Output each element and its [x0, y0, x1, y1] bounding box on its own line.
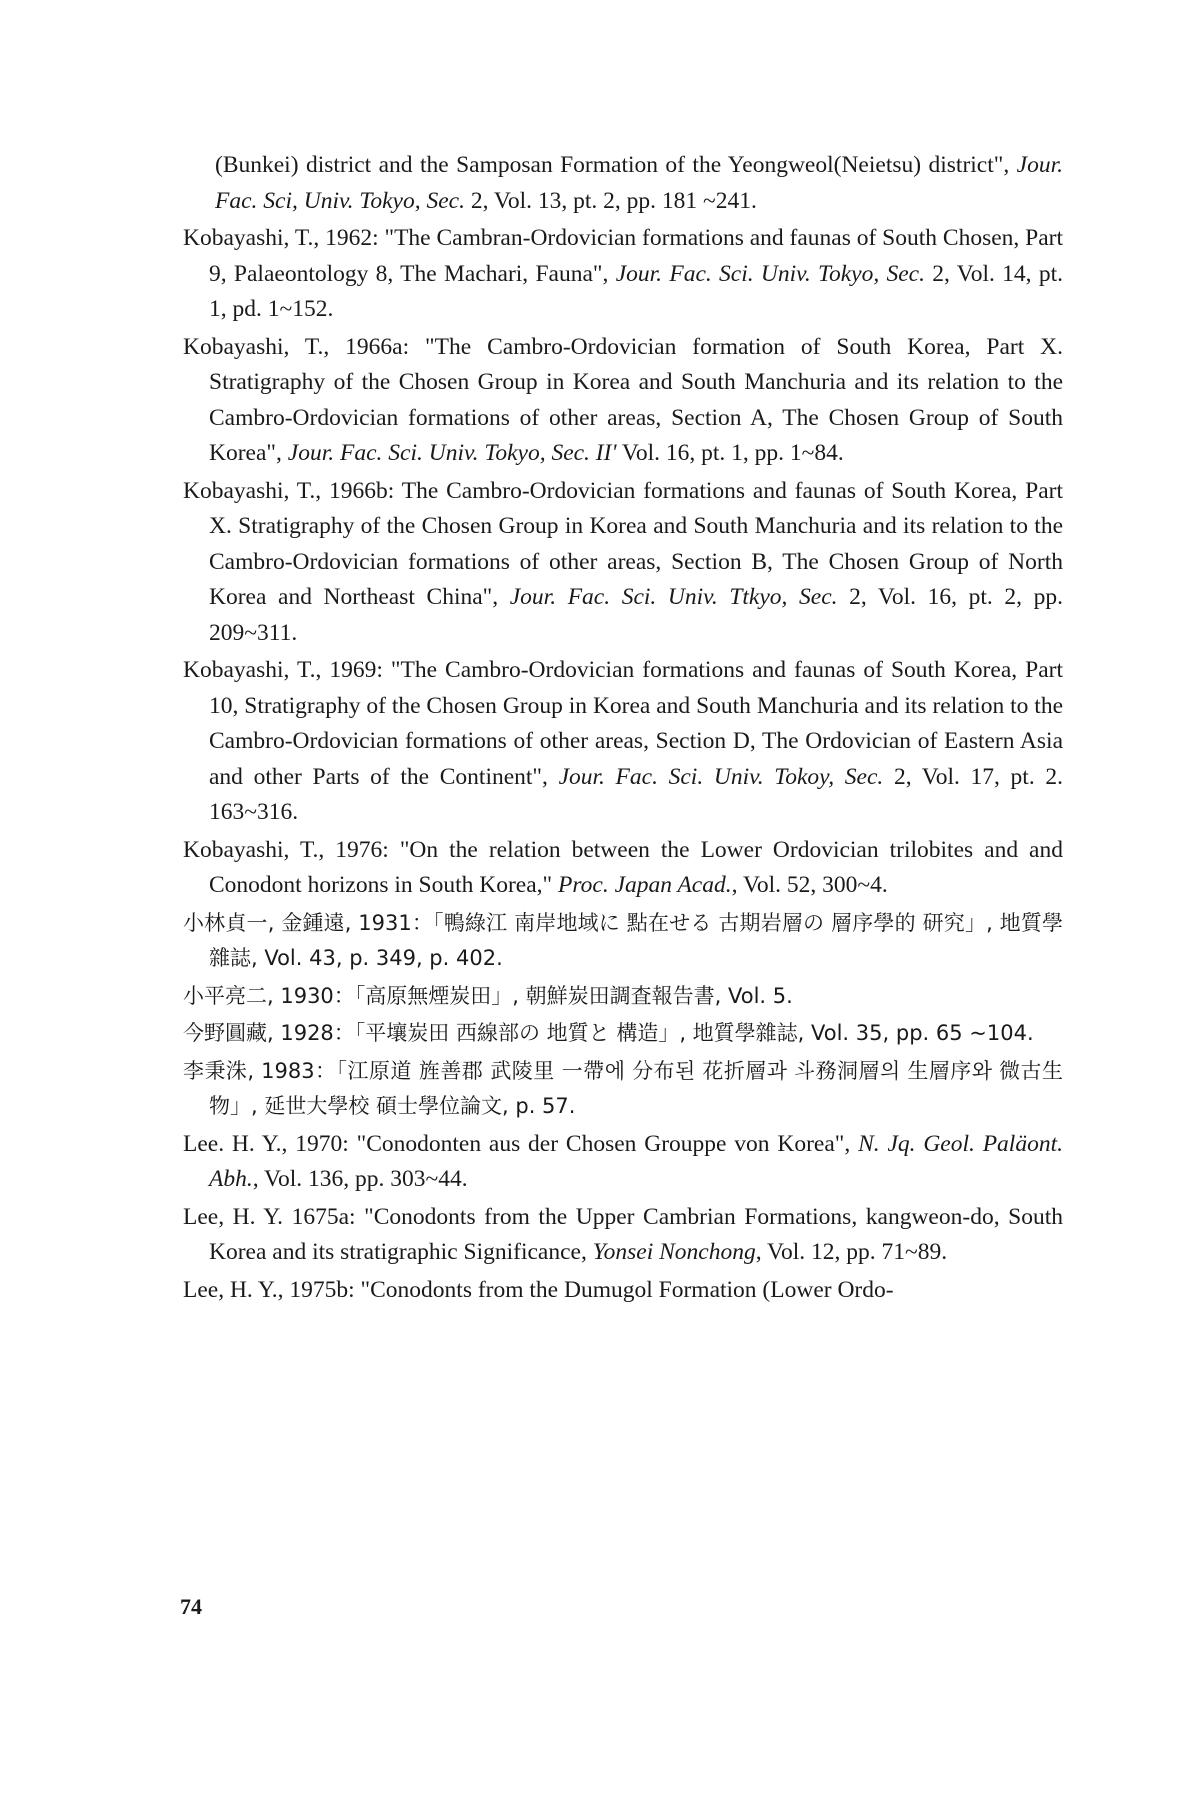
reference-text: Lee, H. Y. 1675a: "Conodonts from the Upper Cambrian Formations, kangweon-do, South Korea and its stratigraphic Significance, — [183, 1203, 1063, 1265]
reference-entry — [183, 330, 1063, 472]
reference-text: Kobayashi, T., 1966a: "The Cambro-Ordovician formation of South Korea, Part X. Stratigraphy of the Chosen Group in Korea and South Manchuria and its relation to the Cambro-Ordovician formations of other areas, Section A, The Chosen Group of South Korea", — [183, 333, 1063, 466]
reference-text: Lee, H. Y., 1975b: "Conodonts from the Dumugol Formation (Lower Ordo- — [183, 1276, 894, 1303]
reference-journal: Jour. Fac. Sci, Univ. Tokyo, Sec. — [215, 152, 1063, 214]
reference-text: (Bunkei) district and the Samposan Formation of the Yeongweol(Neietsu) district", — [215, 152, 1017, 178]
reference-text: , Vol. 52, 300~4. — [731, 872, 888, 898]
reference-text: 2, Vol. 16, pt. 2, pp. 209~311. — [209, 584, 1063, 646]
reference-entry — [183, 653, 1063, 831]
reference-text: Kobayashi, T., 1976: "On the relation between the Lower Ordovician trilobites and and Conodont horizons in South Korea," — [183, 836, 1063, 898]
reference-entry — [183, 1016, 1063, 1052]
reference-entry — [183, 148, 1063, 219]
reference-entry — [183, 1127, 1063, 1198]
reference-text: 小平亮二, 1930：「高原無煙炭田」, 朝鮮炭田調査報告書, Vol. 5. — [183, 983, 793, 1008]
reference-journal: Jour. Fac. Sci. Univ. Tokyo, Sec. — [615, 260, 925, 287]
reference-entry — [183, 833, 1063, 904]
reference-text: 2, Vol. 14, pt. 1, pd. 1~152. — [209, 260, 1064, 322]
reference-text: , Vol. 12, pp. 71~89. — [755, 1239, 948, 1265]
reference-text: , Vol. 136, pp. 303~44. — [252, 1166, 468, 1192]
reference-text: Kobayashi, T., 1962: "The Cambran-Ordovician formations and faunas of South Chosen, Part 9, Palaeontology 8, The Machari, Fauna", — [183, 225, 1064, 287]
reference-journal: N. Jq. Geol. Paläont. Abh. — [209, 1130, 1063, 1192]
reference-entry — [183, 474, 1063, 652]
reference-text: 李秉洙, 1983：「江原道 旌善郡 武陵里 一帶에 分布된 花折層과 斗務洞層의 生層序와 微古生物」, 延世大學校 碩士學位論文, p. 57. — [183, 1058, 1063, 1118]
reference-text: Vol. 16, pt. 1, pp. 1~84. — [616, 440, 844, 466]
reference-journal: Jour. Fac. Sci. Univ. Tokyo, Sec. II' — [287, 440, 617, 466]
reference-entry — [183, 906, 1063, 977]
reference-entry — [183, 221, 1063, 328]
reference-text: Kobayashi, T., 1969: "The Cambro-Ordovician formations and faunas of South Korea, Part 10, Stratigraphy of the Chosen Group in Korea and South Manchuria and its relation to the Cambro-Ordovician formations of other areas, Section D, The Ordovician of Eastern Asia and other Parts of the Continent", — [183, 657, 1063, 790]
reference-text: 2, Vol. 13, pt. 2, pp. 181 ~241. — [464, 187, 757, 214]
reference-entry — [183, 979, 1063, 1015]
reference-text: 小林貞一, 金鍾遠, 1931：「鴨綠江 南岸地域に 點在せる 古期岩層の 層序學的 研究」, 地質學雜誌, Vol. 43, p. 349, p. 402. — [183, 910, 1063, 970]
reference-text: 2, Vol. 17, pt. 2. 163~316. — [209, 763, 1063, 825]
page-number: 74 — [180, 1594, 202, 1619]
reference-text: Lee. H. Y., 1970: "Conodonten aus der Chosen Grouppe von Korea", — [183, 1130, 859, 1157]
reference-journal: Yonsei Nonchong — [592, 1239, 756, 1265]
reference-entry — [183, 1200, 1063, 1271]
reference-text: 今野圓藏, 1928：「平壤炭田 西線部の 地質と 構造」, 地質學雜誌, Vol. 35, pp. 65 ~104. — [183, 1021, 1034, 1045]
reference-journal: Jour. Fac. Sci. Univ. Ttkyo, Sec. — [509, 584, 838, 610]
reference-journal: Jour. Fac. Sci. Univ. Tokoy, Sec. — [558, 763, 884, 790]
reference-journal: Proc. Japan Acad. — [558, 872, 732, 898]
reference-text: Kobayashi, T., 1966b: The Cambro-Ordovician formations and faunas of South Korea, Part X. Stratigraphy of the Chosen Group in Korea and South Manchuria and its relation to the Cambro-Ordovician formations of other areas, Section B, The Chosen Group of North Korea and Northeast China", — [183, 477, 1063, 610]
reference-list — [183, 148, 1063, 1310]
reference-entry — [183, 1273, 1063, 1309]
reference-entry — [183, 1054, 1063, 1125]
